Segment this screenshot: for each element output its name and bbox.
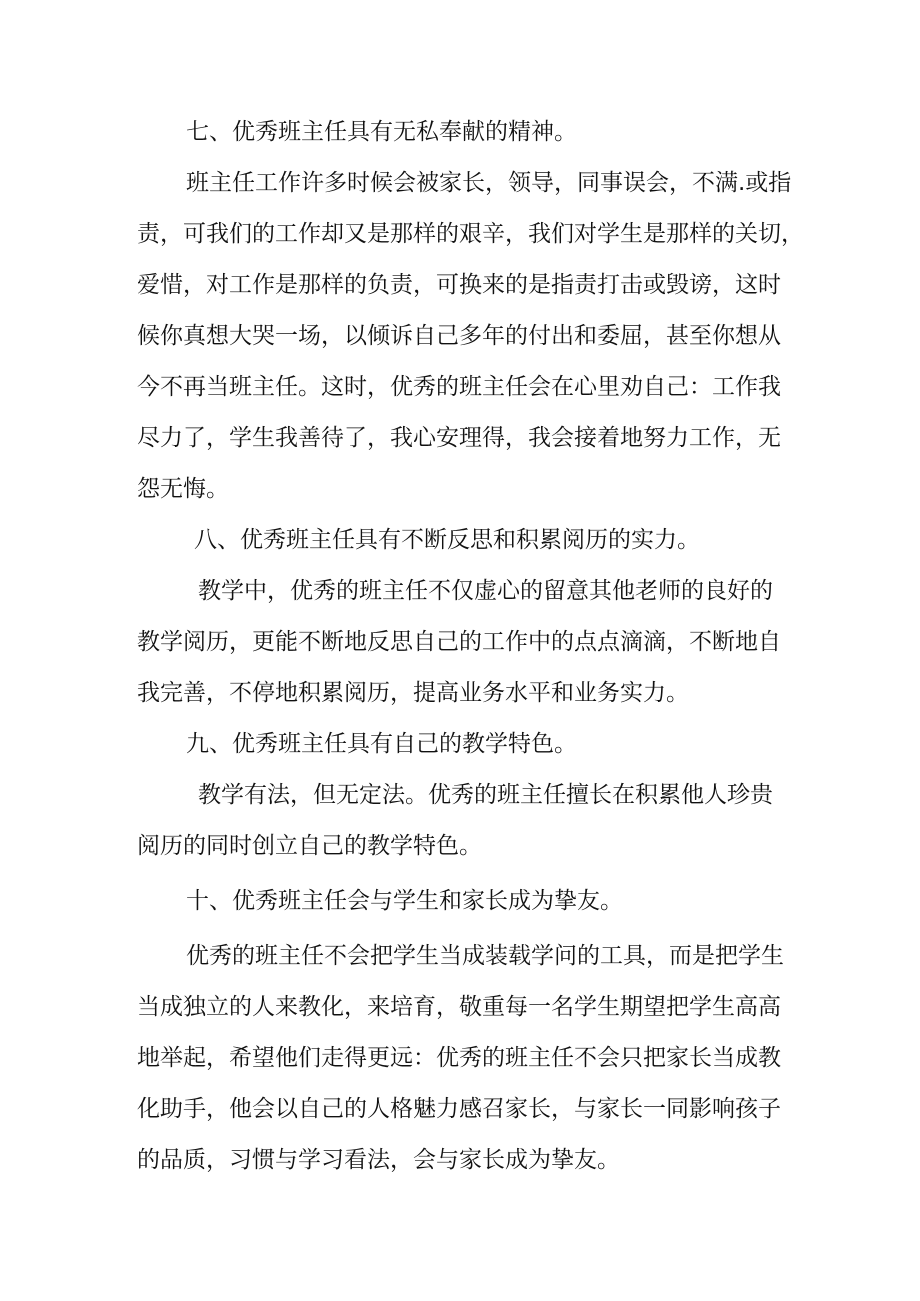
section-8-line-1: 教学中，优秀的班主任不仅虚心的留意其他老师的良好的 [198,578,773,604]
section-heading-8: 八、优秀班主任具有不断反思和积累阅历的实力。 [194,527,700,553]
section-7-line-6: 尽力了，学生我善待了，我心安理得，我会接着地努力工作，无 [137,425,781,451]
section-7-line-5: 今不再当班主任。这时，优秀的班主任会在心里劝自己：工作我 [137,374,781,400]
section-7-line-2: 责，可我们的工作却又是那样的艰辛，我们对学生是那样的关切， [137,221,804,247]
section-heading-9: 九、优秀班主任具有自己的教学特色。 [186,731,577,757]
section-7-line-1: 班主任工作许多时候会被家长，领导，同事误会，不满.或指 [186,170,792,196]
section-heading-10: 十、优秀班主任会与学生和家长成为挚友。 [186,888,623,914]
section-9-line-1: 教学有法，但无定法。优秀的班主任擅长在积累他人珍贵 [198,782,773,808]
section-10-line-1: 优秀的班主任不会把学生当成装载学问的工具，而是把学生 [186,943,784,969]
section-10-line-5: 的品质，习惯与学习看法，会与家长成为挚友。 [137,1147,620,1173]
section-7-line-4: 候你真想大哭一场，以倾诉自己多年的付出和委屈，甚至你想从 [137,323,781,349]
section-heading-7: 七、优秀班主任具有无私奉献的精神。 [186,119,577,145]
section-10-line-3: 地举起，希望他们走得更远：优秀的班主任不会只把家长当成教 [137,1045,781,1071]
section-7-line-7: 怨无悔。 [137,476,229,502]
section-10-line-4: 化助手，他会以自己的人格魅力感召家长，与家长一同影响孩子 [137,1096,781,1122]
section-10-line-2: 当成独立的人来教化，来培育，敬重每一名学生期望把学生高高 [137,994,781,1020]
section-9-line-2: 阅历的同时创立自己的教学特色。 [137,833,482,859]
section-7-line-3: 爱惜，对工作是那样的负责，可换来的是指责打击或毁谤，这时 [137,272,781,298]
section-8-line-2: 教学阅历，更能不断地反思自己的工作中的点点滴滴，不断地自 [137,629,781,655]
section-8-line-3: 我完善，不停地积累阅历，提高业务水平和业务实力。 [137,680,689,706]
